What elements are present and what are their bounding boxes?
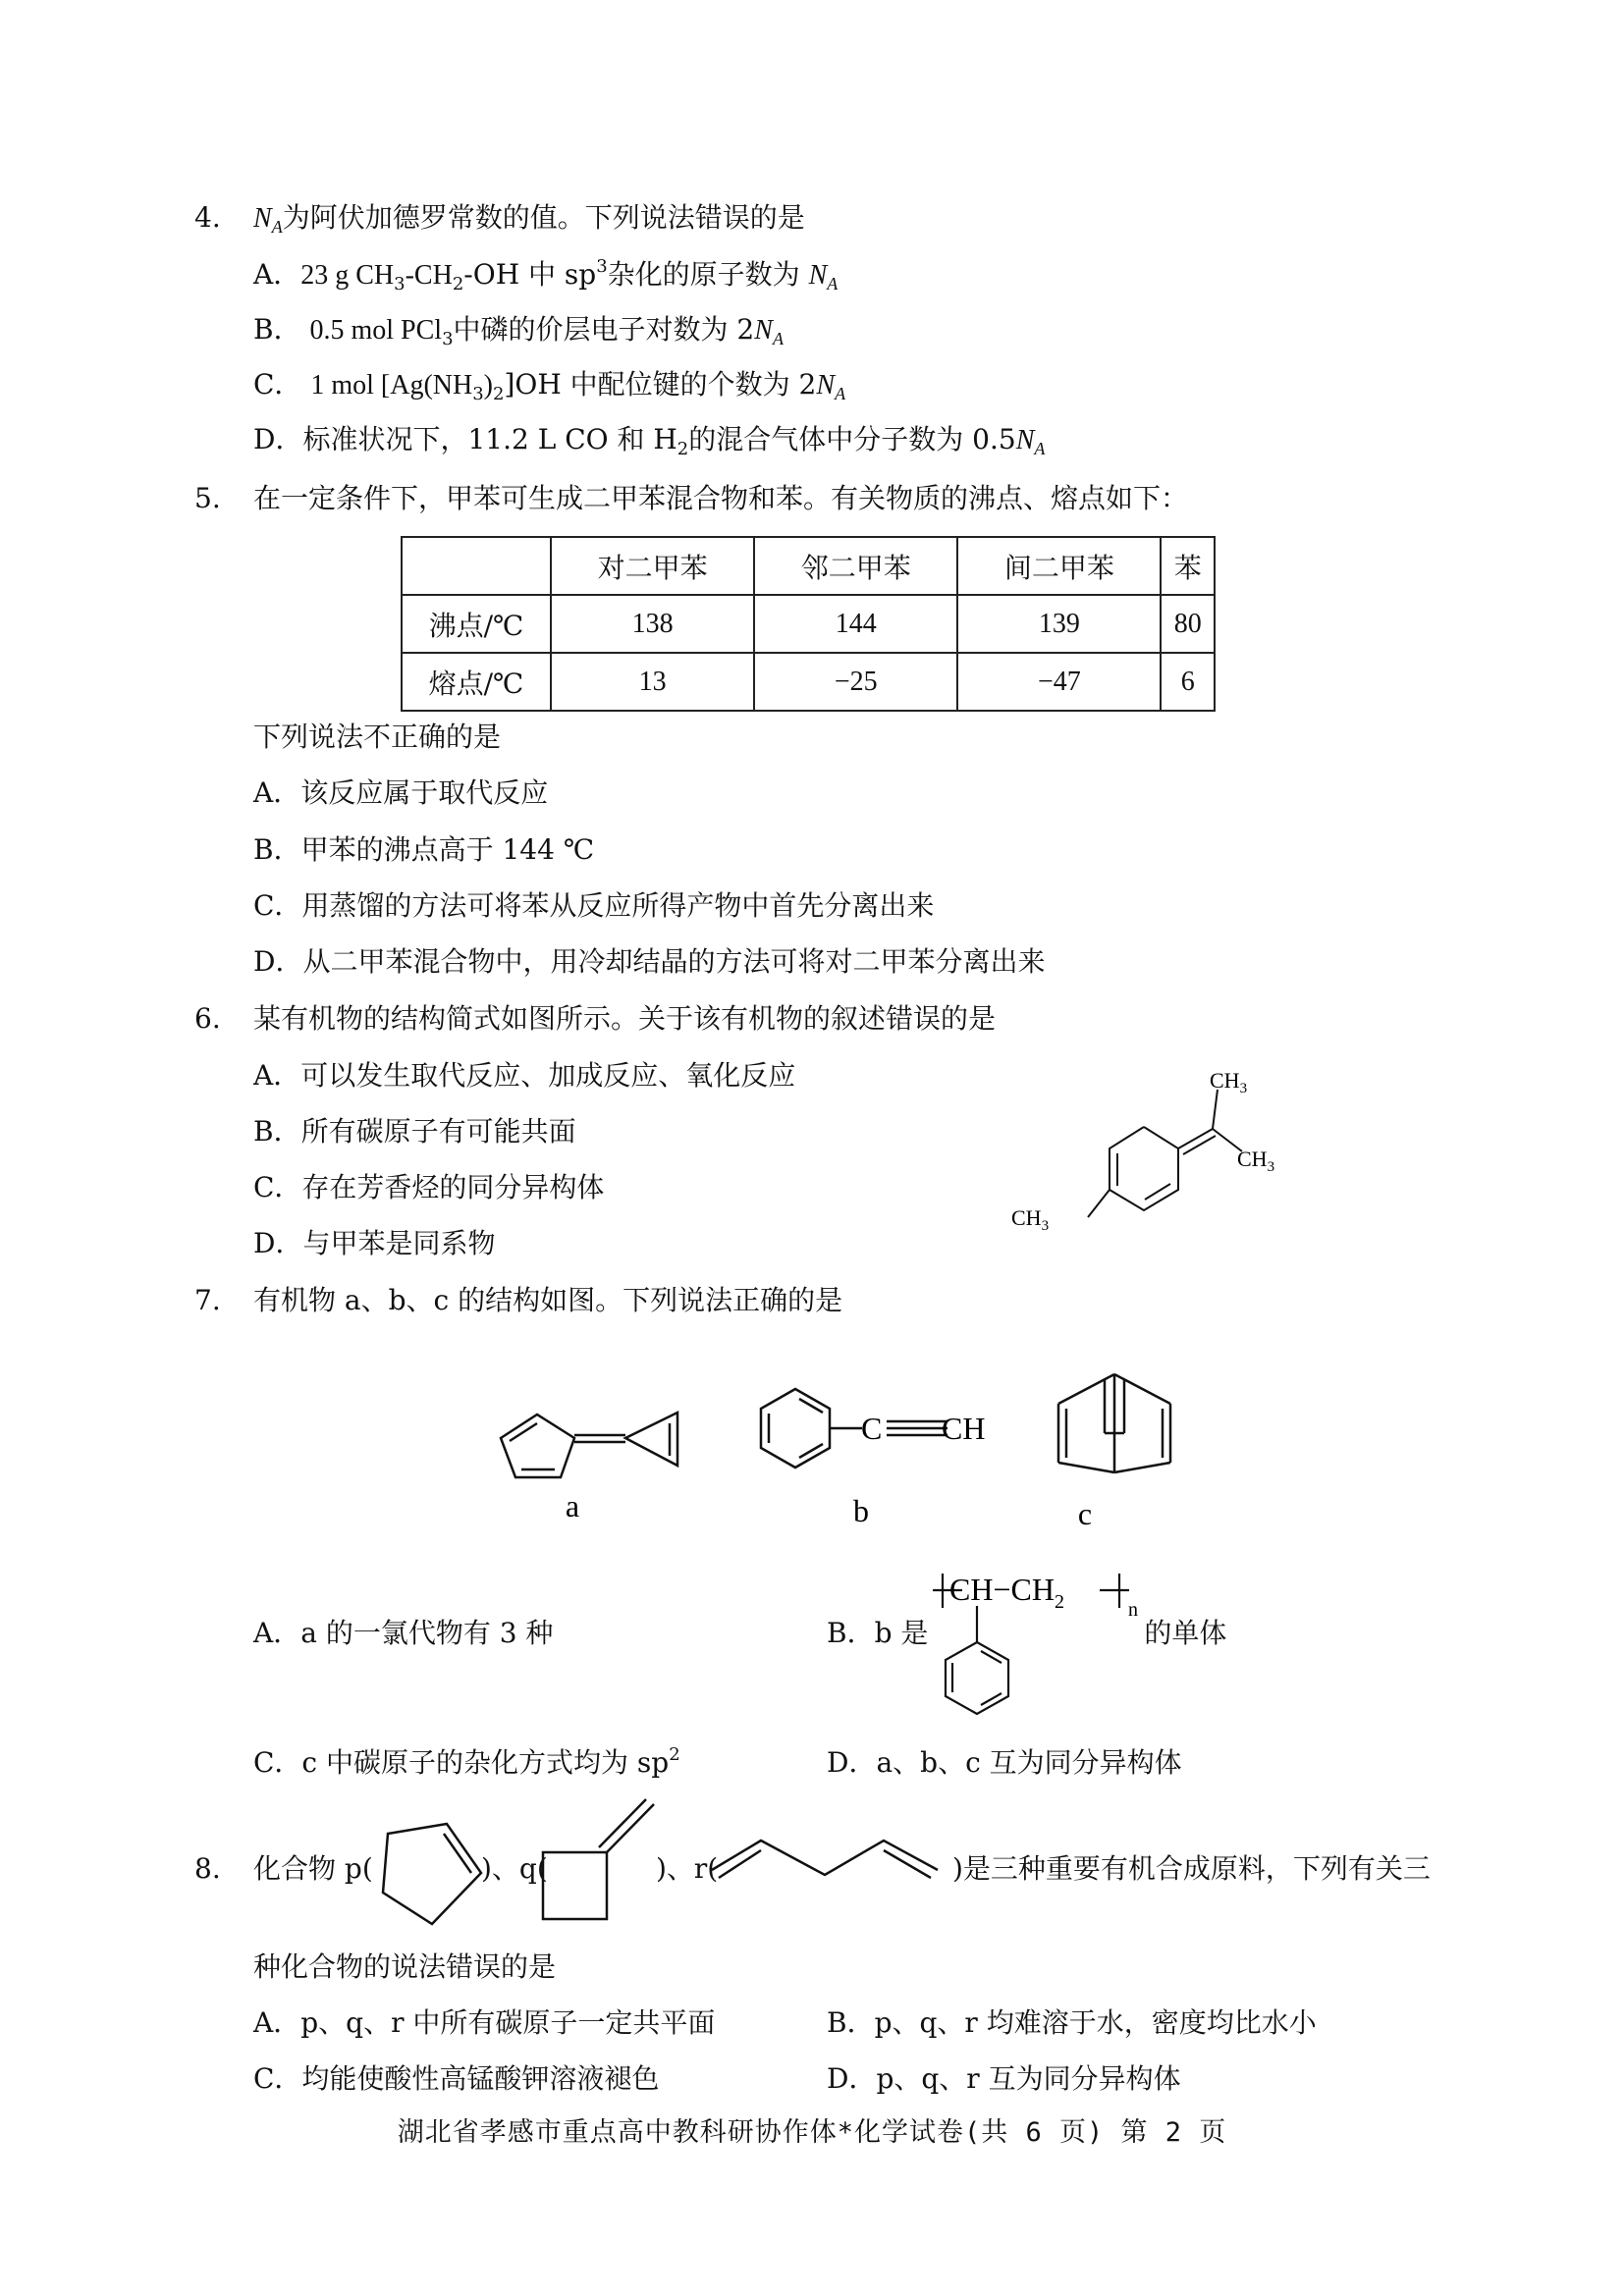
q8-stem-q: )、q(: [481, 1852, 548, 1885]
table-row: [402, 653, 1215, 711]
q8-number: 8.: [194, 1852, 221, 1885]
alkyne-ch-label: CH: [942, 1411, 986, 1446]
q6-option-b: B．所有碳原子有可能共面: [253, 1115, 576, 1148]
table-cell: 144: [754, 595, 957, 653]
q7-option-c: C．c 中碳原子的杂化方式均为 $sp^2$: [253, 1744, 680, 1779]
q5-option-d: D．从二甲苯混合物中，用冷却结晶的方法可将对二甲苯分离出来: [253, 945, 1046, 978]
label-b: b: [853, 1493, 869, 1528]
table-header-cell: 苯: [1161, 537, 1215, 595]
q4-number: 4.: [194, 201, 221, 234]
table-cell: 熔点/℃: [402, 653, 551, 711]
q8-stem-line2: 种化合物的说法错误的是: [253, 1950, 557, 1983]
q4-option-d: D．标准状况下，11.2 L CO 和 $H_2$的混合气体中分子数为 $0.5N_A$: [253, 423, 1046, 459]
table-row: [402, 595, 1215, 653]
table-cell: −47: [957, 653, 1161, 711]
ch3-label-left: $CH_3$: [1011, 1205, 1050, 1234]
q8-option-a: A．p、q、r 中所有碳原子一定共平面: [253, 2006, 716, 2039]
q7-number: 7.: [194, 1284, 221, 1316]
q8-stem-end: )是三种重要有机合成原料，下列有关三: [952, 1852, 1431, 1885]
q6-number: 6.: [194, 1002, 221, 1035]
q8-option-b: B．p、q、r 均难溶于水，密度均比水小: [827, 2006, 1317, 2039]
q7-option-b: B．b 是 的单体: [827, 1617, 1227, 1649]
label-a: a: [565, 1488, 580, 1523]
q5-data-table: [401, 536, 1216, 712]
table-cell: 13: [551, 653, 754, 711]
table-cell: 沸点/℃: [402, 595, 551, 653]
q5-option-b: B．甲苯的沸点高于 144 ℃: [253, 833, 595, 866]
q7-option-a: A．a 的一氯代物有 3 种: [253, 1617, 554, 1649]
q8-option-c: C．均能使酸性高锰酸钾溶液褪色: [253, 2062, 660, 2095]
table-cell: 80: [1161, 595, 1215, 653]
table-header-cell: 邻二甲苯: [754, 537, 957, 595]
q6-option-d: D．与甲苯是同系物: [253, 1227, 496, 1259]
table-header-row: [402, 537, 1215, 595]
q8-stem-r: )、r(: [656, 1852, 719, 1885]
polymer-n-label: n: [1128, 1599, 1138, 1621]
table-header-cell: 对二甲苯: [551, 537, 754, 595]
table-header-cell: [402, 537, 551, 595]
q5-sub-stem: 下列说法不正确的是: [253, 721, 502, 753]
molecule-a-diagram: [486, 1379, 712, 1526]
label-c: c: [1077, 1496, 1093, 1531]
molecule-c-diagram: [1021, 1350, 1208, 1536]
polymer-repeat-unit: $CH-CH_2$: [949, 1572, 1064, 1613]
table-cell: −25: [754, 653, 957, 711]
q6-option-c: C．存在芳香烃的同分异构体: [253, 1171, 605, 1203]
q8-option-d: D．p、q、r 互为同分异构体: [827, 2062, 1181, 2095]
q6-option-a: A．可以发生取代反应、加成反应、氧化反应: [253, 1059, 796, 1092]
alkyne-c-label: C: [861, 1411, 883, 1446]
q5-stem: 在一定条件下，甲苯可生成二甲苯混合物和苯。有关物质的沸点、熔点如下：: [253, 482, 1189, 514]
compound-q-diagram: [538, 1796, 666, 1929]
table-cell: 6: [1161, 653, 1215, 711]
q7-option-d: D．a、b、c 互为同分异构体: [827, 1746, 1182, 1779]
q8-stem-p: 化合物 p(: [253, 1852, 373, 1885]
q7-stem: 有机物 a、b、c 的结构如图。下列说法正确的是: [253, 1284, 843, 1316]
q5-option-c: C．用蒸馏的方法可将苯从反应所得产物中首先分离出来: [253, 889, 935, 922]
q6-structure-diagram: [1001, 1058, 1296, 1235]
q6-stem: 某有机物的结构简式如图所示。关于该有机物的叙述错误的是: [253, 1002, 997, 1035]
q5-number: 5.: [194, 482, 221, 514]
molecule-b-diagram: [731, 1369, 1016, 1536]
ch3-label-right: $CH_3$: [1237, 1147, 1275, 1175]
q4-stem: $N_A$为阿伏加德罗常数的值。下列说法错误的是: [253, 201, 805, 237]
q5-option-a: A．该反应属于取代反应: [253, 776, 549, 809]
table-cell: 138: [551, 595, 754, 653]
polystyrene-diagram: [928, 1559, 1164, 1735]
q4-option-a: A．23 g $CH_3-CH_2-OH$ 中 $sp^3$杂化的原子数为 $N_A$: [253, 256, 839, 294]
q4-option-c: C． 1 mol $[Ag(NH_3)_2]OH$ 中配位键的个数为 $2N_A$: [253, 368, 846, 404]
q4-option-b: B． 0.5 mol PCl$_3$中磷的价层电子对数为 $2N_A$: [253, 313, 784, 349]
table-cell: 139: [957, 595, 1161, 653]
ch3-label-top: $CH_3$: [1210, 1068, 1248, 1096]
page-footer: 湖北省孝感市重点高中教科研协作体*化学试卷(共 6 页) 第 2 页: [397, 2117, 1227, 2148]
table-header-cell: 间二甲苯: [957, 537, 1161, 595]
compound-p-diagram: [363, 1804, 491, 1927]
compound-r-diagram: [707, 1831, 947, 1899]
